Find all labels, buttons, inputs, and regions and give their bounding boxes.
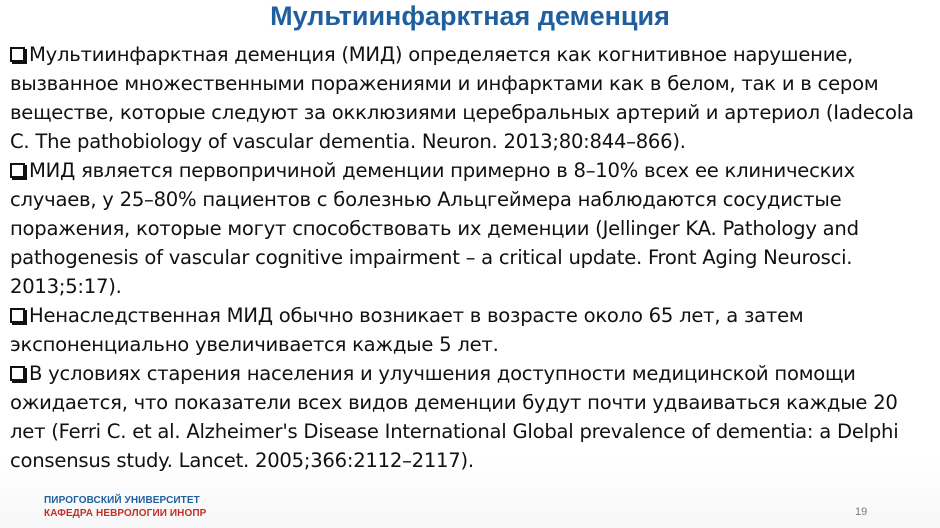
bullet-text: Ненаследственная МИД обычно возникает в возрасте около 65 лет, а затем экспоненциально увеличивается каждые 5 лет.	[10, 304, 804, 356]
footer-logo-text	[44, 494, 206, 520]
page-number: 19	[855, 506, 868, 518]
bullet-list	[10, 40, 936, 475]
bullet-text: МИД является первопричиной деменции примерно в 8–10% всех ее клинических случаев, у 25–80% пациентов с болезнью Альцгеймера наблюдаются сосудистые поражения, которые могут способствовать их деменции (Jellinger KA. Pathology and pathogenesis of vascular cognitive impairment – a critical update. Front Aging Neurosci. 2013;5:17).	[10, 159, 859, 298]
checkbox-icon	[10, 366, 25, 381]
bullet-item	[10, 40, 936, 156]
bullet-item	[10, 156, 936, 301]
slide-title: Мультиинфарктная деменция	[270, 1, 670, 31]
bullet-text: В условиях старения населения и улучшения доступности медицинской помощи ожидается, что показатели всех видов деменции будут почти удваиваться каждые 20 лет (Ferri C. et al. Alzheimer's Disease International Global prevalence of dementia: a Delphi consensus study. Lancet. 2005;366:2112–2117).	[10, 362, 899, 472]
footer-department: КАФЕДРА НЕВРОЛОГИИ ИНОПР	[44, 508, 207, 519]
checkbox-icon	[10, 308, 25, 323]
checkbox-icon	[10, 47, 25, 62]
bullet-item	[10, 359, 936, 475]
bullet-text: Мультиинфарктная деменция (МИД) определяется как когнитивное нарушение, вызванное множественными поражениями и инфарктами как в белом, так и в сером веществе, которые следуют за окклюзиями церебральных артерий и артериол (Iadecola C. The pathobiology of vascular dementia. Neuron. 2013;80:844–866).	[10, 43, 914, 153]
bullet-item	[10, 301, 936, 359]
checkbox-icon	[10, 163, 25, 178]
footer-university: ПИРОГОВСКИЙ УНИВЕРСИТЕТ	[44, 495, 200, 506]
